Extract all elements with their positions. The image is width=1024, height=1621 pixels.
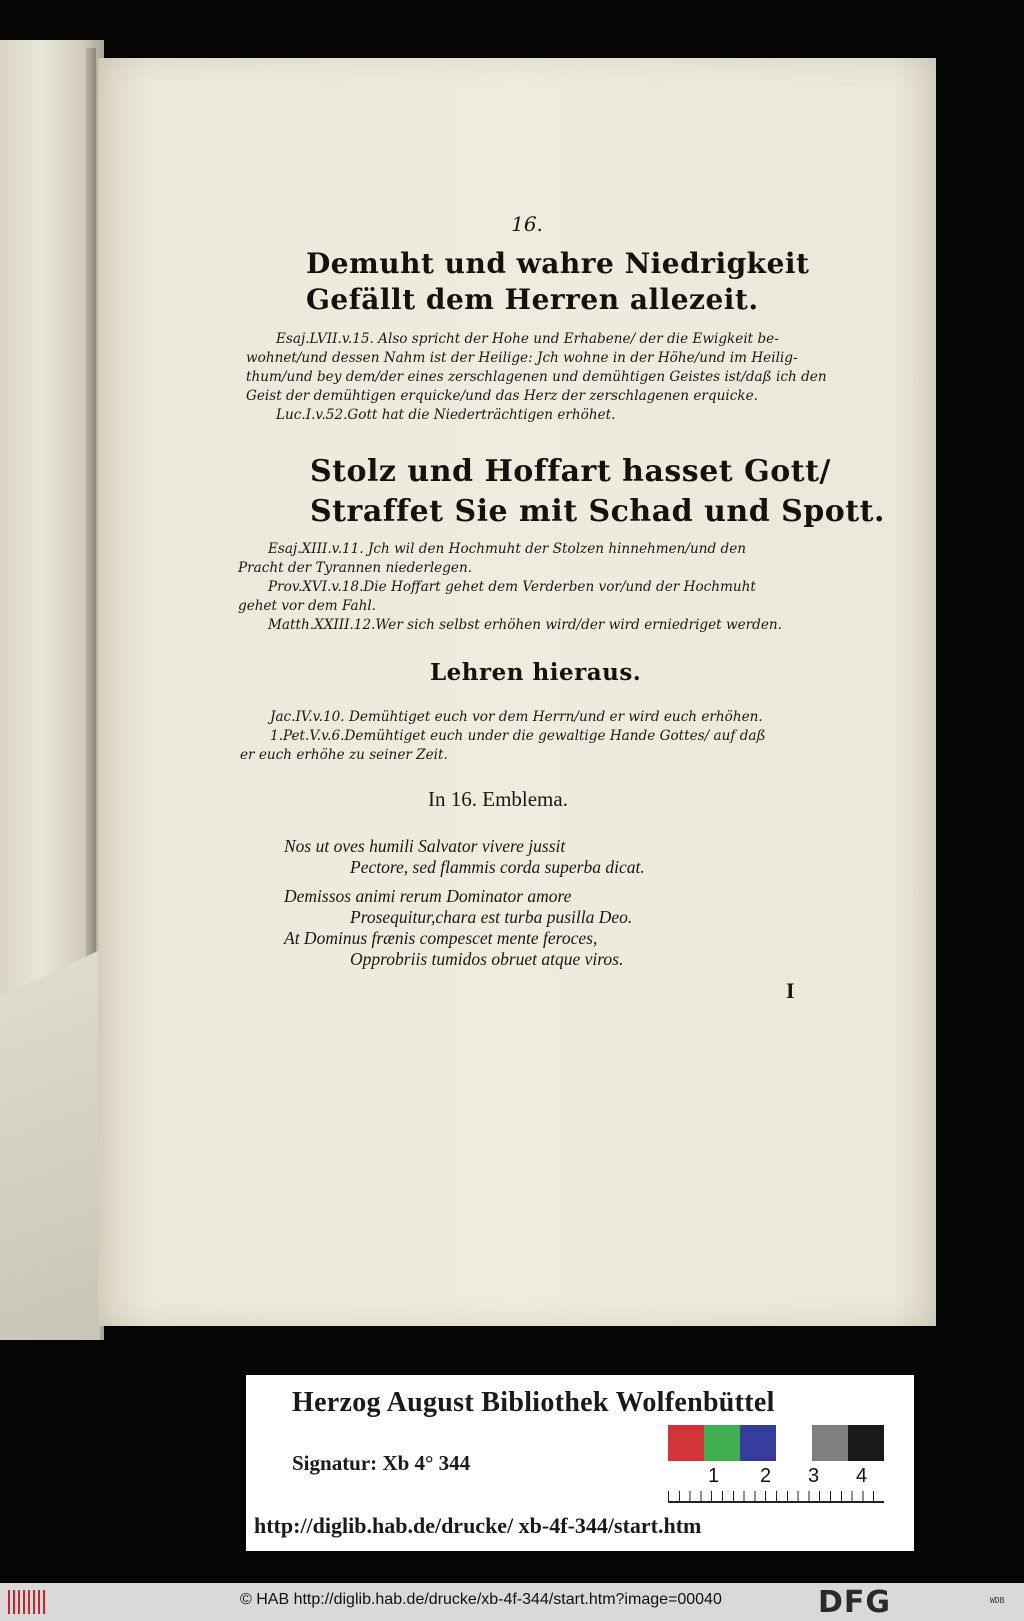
- card-url: http://diglib.hab.de/drucke/ xb-4f-344/start.htm: [254, 1513, 702, 1538]
- heading-pride: [310, 452, 885, 532]
- book-page: [98, 58, 936, 1326]
- color-swatches: [668, 1425, 884, 1461]
- text-line: Prov.XVI.v.18.Die Hoffart gehet dem Verderben vor/und der Hochmuht: [268, 579, 756, 595]
- heading-line: Straffet Sie mit Schad und Spott.: [310, 494, 885, 529]
- book-folded-leaf: [0, 950, 100, 1340]
- ruler-label: 3: [808, 1465, 820, 1487]
- swatch-white: [776, 1425, 812, 1461]
- heading-line: Gefällt dem Herren allezeit.: [306, 283, 759, 316]
- swatch-blue: [740, 1425, 776, 1461]
- scale-ruler: [668, 1461, 884, 1503]
- poem-line: Opprobriis tumidos obruet atque viros.: [350, 949, 624, 969]
- poem-line: Pectore, sed flammis corda superba dicat.: [350, 857, 645, 877]
- library-color-card: [246, 1375, 914, 1551]
- poem-line: Prosequitur,chara est turba pusilla Deo.: [350, 907, 633, 927]
- shelfmark: [292, 1451, 470, 1476]
- wdb-mark: WDB: [990, 1596, 1005, 1605]
- heading-lessons: Lehren hieraus.: [430, 659, 642, 686]
- library-name: Herzog August Bibliothek Wolfenbüttel: [292, 1387, 775, 1418]
- ruler-label: 4: [856, 1465, 868, 1487]
- swatch-black: [848, 1425, 884, 1461]
- text-line: wohnet/und dessen Nahm ist der Heilige: Jch wohne in der Höhe/und im Heilig-: [246, 350, 798, 366]
- scripture-block-3: [240, 708, 888, 765]
- ruler-label: 1: [708, 1465, 720, 1487]
- copyright-url[interactable]: © HAB http://diglib.hab.de/drucke/xb-4f-344/start.htm?image=00040: [240, 1591, 722, 1608]
- swatch-green: [704, 1425, 740, 1461]
- poem-line: Nos ut oves humili Salvator vivere jussit: [284, 836, 566, 856]
- scripture-block-1: [246, 330, 886, 425]
- text-line: Luc.I.v.52.Gott hat die Niederträchtigen erhöhet.: [276, 407, 616, 423]
- poem-line: Demissos animi rerum Dominator amore: [284, 886, 572, 906]
- emblem-title: In 16. Emblema.: [428, 787, 568, 811]
- text-line: er euch erhöhe zu seiner Zeit.: [240, 747, 448, 763]
- viewer-footer: [0, 1583, 1024, 1621]
- signature-mark: I: [786, 978, 795, 1003]
- text-line: gehet vor dem Fahl.: [238, 598, 377, 614]
- heading-line: Stolz und Hoffart hasset Gott/: [310, 454, 831, 489]
- text-line: Matth.XXIII.12.Wer sich selbst erhöhen wird/der wird erniedriget werden.: [268, 617, 782, 633]
- shelfmark-label: Signatur:: [292, 1451, 378, 1475]
- swatch-gray: [812, 1425, 848, 1461]
- poem-line: At Dominus frænis compescet mente feroces,: [284, 928, 598, 948]
- text-line: Esaj.LVII.v.15. Also spricht der Hohe und Erhabene/ der die Ewigkeit be-: [276, 331, 779, 347]
- text-line: Esaj.XIII.v.11. Jch wil den Hochmuht der Stolzen hinnehmen/und den: [268, 541, 747, 557]
- text-line: Geist der demühtigen erquicke/und das Herz der zerschlagenen erquicke.: [246, 388, 758, 404]
- shelfmark-value: Xb 4° 344: [382, 1451, 471, 1475]
- dfg-logo: DFG: [818, 1585, 892, 1620]
- swatch-red: [668, 1425, 704, 1461]
- text-line: Jac.IV.v.10. Demühtiget euch vor dem Herrn/und er wird euch erhöhen.: [270, 709, 763, 725]
- text-line: thum/und bey dem/der eines zerschlagenen und demühtigen Geistes ist/daß ich den: [246, 369, 827, 385]
- latin-poem: [284, 836, 645, 970]
- ruler-label: 2: [760, 1465, 772, 1487]
- text-line: 1.Pet.V.v.6.Demühtiget euch under die gewaltige Hande Gottes/ auf daß: [270, 728, 766, 744]
- scripture-block-2: [238, 540, 888, 635]
- page-number: 16.: [511, 212, 543, 236]
- heading-humility: [306, 246, 809, 318]
- heading-line: Demuht und wahre Niedrigkeit: [306, 247, 810, 280]
- text-line: Pracht der Tyrannen niederlegen.: [238, 560, 473, 576]
- barcode-icon: [8, 1590, 48, 1614]
